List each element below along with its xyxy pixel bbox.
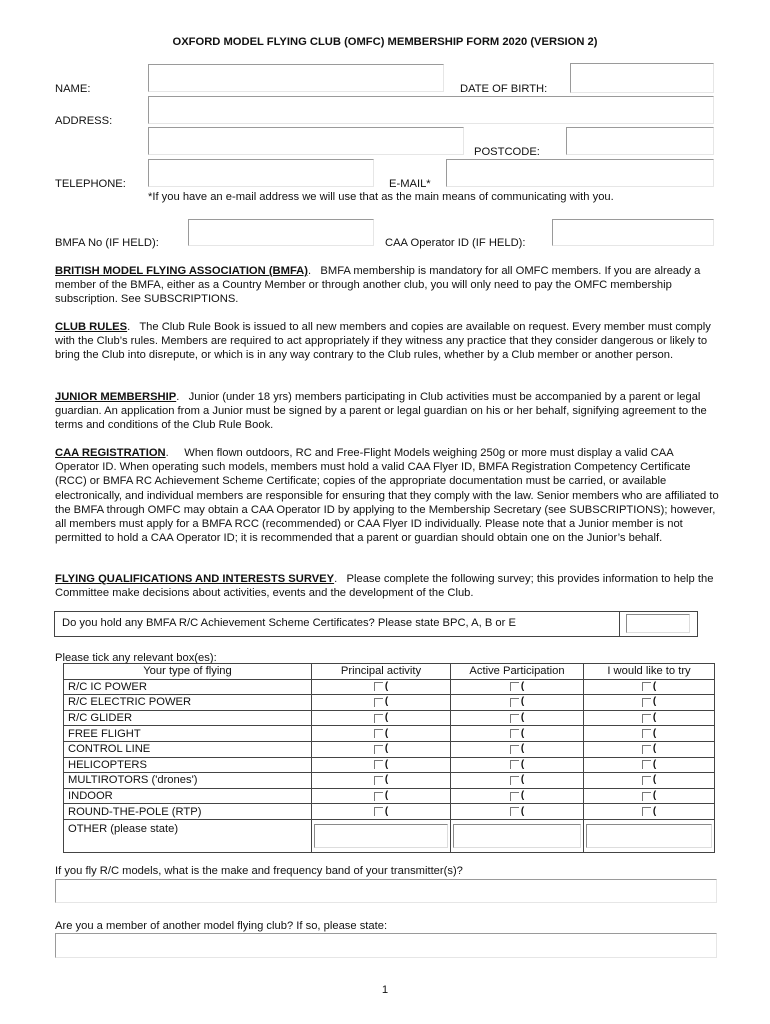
postcode-field[interactable] bbox=[566, 127, 714, 155]
checkbox-glyph: ( bbox=[520, 790, 525, 802]
other-club-question: Are you a member of another model flying club? If so, please state: bbox=[55, 920, 388, 932]
checkbox[interactable] bbox=[374, 807, 383, 816]
junior-body: Junior (under 18 yrs) members participating in Club activities must be accompanied by a parent or legal guardian. An application from a Junior must be signed by a parent or legal guardian on his or her behalf, signifying agreement to the terms and conditions of the Club Rule Book. bbox=[55, 391, 707, 432]
certificate-answer-field[interactable] bbox=[626, 614, 690, 633]
checkbox[interactable] bbox=[510, 745, 519, 754]
checkbox-glyph: ( bbox=[520, 743, 525, 755]
other-cell bbox=[584, 819, 715, 852]
flying-type-label: R/C GLIDER bbox=[64, 710, 312, 726]
checkbox-glyph: ( bbox=[384, 774, 389, 786]
rules-body: The Club Rule Book is issued to all new members and copies are available on request. Every member must comply with the Club’s rules. Members are required to act appropriately if they witness any practice that they consider dangerous or likely to bring the Club into disrepute, or which is in any way contrary to the Club rules, whether by a Club member or another person. bbox=[55, 321, 711, 362]
checkbox-glyph: ( bbox=[520, 680, 525, 692]
checkbox-glyph: ( bbox=[520, 758, 525, 770]
checkbox-cell bbox=[584, 726, 715, 742]
other-cell bbox=[312, 819, 451, 852]
checkbox-glyph: ( bbox=[652, 696, 657, 708]
checkbox-cell bbox=[584, 773, 715, 789]
checkbox[interactable] bbox=[374, 714, 383, 723]
page-number: 1 bbox=[381, 984, 389, 996]
caa-heading: CAA REGISTRATION bbox=[55, 447, 166, 459]
checkbox-cell bbox=[584, 679, 715, 695]
survey-body: Please complete the following survey; this provides information to help the Committee make decisions about activities, events and the development of the Club. bbox=[55, 573, 714, 600]
table-row bbox=[64, 741, 715, 757]
checkbox-cell bbox=[584, 710, 715, 726]
table-row bbox=[64, 710, 715, 726]
checkbox-cell bbox=[451, 804, 584, 820]
checkbox-glyph: ( bbox=[652, 805, 657, 817]
table-row bbox=[64, 773, 715, 789]
checkbox-cell bbox=[584, 804, 715, 820]
checkbox-cell bbox=[584, 788, 715, 804]
other-text-field[interactable] bbox=[586, 824, 712, 848]
email-note: *If you have an e-mail address we will use that as the main means of communicating with you. bbox=[148, 191, 614, 203]
checkbox-glyph: ( bbox=[652, 758, 657, 770]
flying-type-label: FREE FLIGHT bbox=[64, 726, 312, 742]
checkbox[interactable] bbox=[510, 729, 519, 738]
address-line2-field[interactable] bbox=[148, 127, 464, 155]
name-label: NAME: bbox=[55, 83, 91, 95]
bmfa-no-label: BMFA No (IF HELD): bbox=[55, 237, 159, 249]
checkbox-cell bbox=[451, 741, 584, 757]
checkbox-cell bbox=[312, 741, 451, 757]
checkbox-glyph: ( bbox=[384, 680, 389, 692]
checkbox-cell bbox=[584, 741, 715, 757]
flying-type-label: R/C ELECTRIC POWER bbox=[64, 695, 312, 711]
flying-type-label: CONTROL LINE bbox=[64, 741, 312, 757]
table-row bbox=[64, 726, 715, 742]
checkbox-glyph: ( bbox=[384, 727, 389, 739]
flying-type-label: ROUND-THE-POLE (RTP) bbox=[64, 804, 312, 820]
email-field[interactable] bbox=[446, 159, 714, 187]
checkbox[interactable] bbox=[642, 698, 651, 707]
bmfa-body: BMFA membership is mandatory for all OMFC members. If you are already a member of the BMFA, either as a Country Member or through another club, you will only need to pay the OMFC membership subscription. See SUBSCRIPTIONS. bbox=[55, 265, 701, 306]
column-header: I would like to try bbox=[584, 664, 715, 680]
telephone-field[interactable] bbox=[148, 159, 374, 187]
table-row bbox=[64, 679, 715, 695]
checkbox-glyph: ( bbox=[652, 790, 657, 802]
checkbox[interactable] bbox=[642, 745, 651, 754]
checkbox-cell bbox=[312, 695, 451, 711]
column-header: Active Participation bbox=[451, 664, 584, 680]
checkbox[interactable] bbox=[510, 698, 519, 707]
caa-section: CAA REGISTRATION. When flown outdoors, RC and Free-Flight Models weighing 250g or more must display a valid CAA Operator ID. When operating such models, members must hold a valid CAA Flyer ID, BMFA Registration Competency Certificate (RCC) or BMFA RC Achievement Scheme Certificate; copies of the appropriate documentation must be carried, or available electronically, and individual members are responsible for ensuring that they comply with the law. Senior members who are affiliated to the BMFA through OMFC may obtain a CAA Operator ID by applying to the Membership Secretary (see SUBSCRIPTIONS); however, all members must apply for a BMFA RCC (recommended) or CAA Flyer ID individually. Please note that a Junior member is not permitted to hold a CAA Operator ID; it is recommended that a parent or guardian should obtain one on the Junior’s behalf. bbox=[55, 447, 719, 545]
checkbox-cell bbox=[451, 695, 584, 711]
checkbox-glyph: ( bbox=[384, 743, 389, 755]
checkbox[interactable] bbox=[642, 792, 651, 801]
column-header: Principal activity bbox=[312, 664, 451, 680]
junior-heading: JUNIOR MEMBERSHIP bbox=[55, 391, 177, 403]
survey-heading: FLYING QUALIFICATIONS AND INTERESTS SURVEY bbox=[55, 573, 335, 585]
checkbox-cell bbox=[312, 757, 451, 773]
telephone-label: TELEPHONE: bbox=[55, 178, 126, 190]
postcode-label: POSTCODE: bbox=[474, 146, 540, 158]
table-row bbox=[64, 804, 715, 820]
checkbox[interactable] bbox=[374, 776, 383, 785]
table-row bbox=[64, 695, 715, 711]
flying-type-label: HELICOPTERS bbox=[64, 757, 312, 773]
table-header-row bbox=[64, 664, 715, 680]
other-cell bbox=[451, 819, 584, 852]
bmfa-heading: BRITISH MODEL FLYING ASSOCIATION (BMFA) bbox=[55, 265, 308, 277]
checkbox-glyph: ( bbox=[384, 696, 389, 708]
caa-operator-field[interactable] bbox=[552, 219, 714, 246]
form-title: OXFORD MODEL FLYING CLUB (OMFC) MEMBERSHIP FORM 2020 (VERSION 2) bbox=[172, 36, 598, 48]
checkbox[interactable] bbox=[510, 792, 519, 801]
checkbox-glyph: ( bbox=[520, 696, 525, 708]
checkbox[interactable] bbox=[642, 682, 651, 691]
table-row bbox=[64, 788, 715, 804]
certificate-question-row bbox=[54, 611, 698, 637]
checkbox-cell bbox=[451, 773, 584, 789]
checkbox-cell bbox=[312, 710, 451, 726]
checkbox-cell bbox=[312, 679, 451, 695]
caa-operator-label: CAA Operator ID (IF HELD): bbox=[385, 237, 526, 249]
checkbox[interactable] bbox=[374, 729, 383, 738]
checkbox-glyph: ( bbox=[384, 712, 389, 724]
checkbox-glyph: ( bbox=[520, 774, 525, 786]
other-text-field[interactable] bbox=[314, 824, 448, 848]
checkbox-glyph: ( bbox=[384, 790, 389, 802]
checkbox-glyph: ( bbox=[520, 712, 525, 724]
checkbox-glyph: ( bbox=[652, 774, 657, 786]
name-field[interactable] bbox=[148, 64, 444, 92]
checkbox-cell bbox=[584, 695, 715, 711]
flying-interests-table bbox=[63, 663, 715, 853]
rules-heading: CLUB RULES bbox=[55, 321, 128, 333]
checkbox-cell bbox=[451, 710, 584, 726]
checkbox-glyph: ( bbox=[384, 805, 389, 817]
checkbox[interactable] bbox=[374, 760, 383, 769]
certificate-question: Do you hold any BMFA R/C Achievement Scheme Certificates? Please state BPC, A, B or E bbox=[62, 617, 516, 629]
checkbox-glyph: ( bbox=[652, 680, 657, 692]
checkbox[interactable] bbox=[374, 792, 383, 801]
transmitter-field[interactable] bbox=[55, 879, 717, 903]
checkbox-cell bbox=[312, 726, 451, 742]
certificate-answer-cell bbox=[619, 611, 699, 637]
checkbox[interactable] bbox=[510, 807, 519, 816]
checkbox[interactable] bbox=[642, 807, 651, 816]
checkbox[interactable] bbox=[374, 682, 383, 691]
survey-section: FLYING QUALIFICATIONS AND INTERESTS SURVEY. Please complete the following survey; this provides information to help the Committee make decisions about activities, events and the development of the Club. bbox=[55, 573, 714, 600]
checkbox-glyph: ( bbox=[384, 758, 389, 770]
checkbox-cell bbox=[451, 726, 584, 742]
checkbox-cell bbox=[312, 804, 451, 820]
checkbox-glyph: ( bbox=[520, 727, 525, 739]
checkbox-cell bbox=[451, 788, 584, 804]
address-label: ADDRESS: bbox=[55, 115, 113, 127]
checkbox[interactable] bbox=[374, 745, 383, 754]
checkbox-glyph: ( bbox=[652, 712, 657, 724]
caa-body: When flown outdoors, RC and Free-Flight Models weighing 250g or more must display a valid CAA Operator ID. When operating such models, members must hold a valid CAA Flyer ID, BMFA Registration Competency Certificate (RCC) or BMFA RC Achievement Scheme Certificate; copies of the appropriate documentation must be carried, or available electronically, and individual members are responsible for ensuring that they comply with the law. Senior members who are affiliated to the BMFA through OMFC may obtain a CAA Operator ID by applying to the Membership Secretary (see SUBSCRIPTIONS); however, all members must apply for a BMFA RCC (recommended) or CAA Flyer ID individually. Please note that a Junior member is not permitted to hold a CAA Operator ID; it is recommended that a parent or guardian should obtain one on the Junior’s behalf. bbox=[55, 447, 719, 545]
table-row bbox=[64, 757, 715, 773]
dob-field[interactable] bbox=[570, 63, 714, 93]
email-label: E-MAIL* bbox=[389, 178, 431, 190]
checkbox-cell bbox=[451, 757, 584, 773]
checkbox-cell bbox=[312, 788, 451, 804]
other-club-field[interactable] bbox=[55, 933, 717, 958]
flying-type-label: MULTIROTORS ('drones') bbox=[64, 773, 312, 789]
dob-label: DATE OF BIRTH: bbox=[460, 83, 548, 95]
junior-section: JUNIOR MEMBERSHIP. Junior (under 18 yrs) members participating in Club activities must be accompanied by a parent or legal guardian. An application from a Junior must be signed by a parent or legal guardian on his or her behalf, signifying agreement to the terms and conditions of the Club Rule Book. bbox=[55, 391, 707, 432]
checkbox[interactable] bbox=[642, 760, 651, 769]
flying-type-label: R/C IC POWER bbox=[64, 679, 312, 695]
bmfa-no-field[interactable] bbox=[188, 219, 374, 246]
checkbox-cell bbox=[584, 757, 715, 773]
checkbox[interactable] bbox=[510, 682, 519, 691]
checkbox-cell bbox=[312, 773, 451, 789]
other-label: OTHER (please state) bbox=[64, 819, 312, 852]
checkbox[interactable] bbox=[642, 714, 651, 723]
column-header: Your type of flying bbox=[64, 664, 312, 680]
bmfa-section: BRITISH MODEL FLYING ASSOCIATION (BMFA). BMFA membership is mandatory for all OMFC members. If you are already a member of the BMFA, either as a Country Member or through another club, you will only need to pay the OMFC membership subscription. See SUBSCRIPTIONS. bbox=[55, 265, 701, 306]
checkbox-glyph: ( bbox=[520, 805, 525, 817]
checkbox[interactable] bbox=[642, 776, 651, 785]
checkbox[interactable] bbox=[510, 760, 519, 769]
rules-section: CLUB RULES. The Club Rule Book is issued to all new members and copies are available on request. Every member must comply with the Club’s rules. Members are required to act appropriately if they witness any practice that they consider dangerous or likely to bring the Club into disrepute, or which is in any way contrary to the Club rules, whether by a Club member or another person. bbox=[55, 321, 711, 362]
flying-type-label: INDOOR bbox=[64, 788, 312, 804]
table-row-other bbox=[64, 819, 715, 852]
checkbox-glyph: ( bbox=[652, 727, 657, 739]
checkbox[interactable] bbox=[510, 776, 519, 785]
address-line1-field[interactable] bbox=[148, 96, 714, 124]
other-text-field[interactable] bbox=[453, 824, 581, 848]
checkbox[interactable] bbox=[374, 698, 383, 707]
checkbox-glyph: ( bbox=[652, 743, 657, 755]
tick-instruction: Please tick any relevant box(es): bbox=[55, 652, 217, 664]
checkbox[interactable] bbox=[510, 714, 519, 723]
transmitter-question: If you fly R/C models, what is the make and frequency band of your transmitter(s)? bbox=[55, 865, 463, 877]
checkbox-cell bbox=[451, 679, 584, 695]
checkbox[interactable] bbox=[642, 729, 651, 738]
